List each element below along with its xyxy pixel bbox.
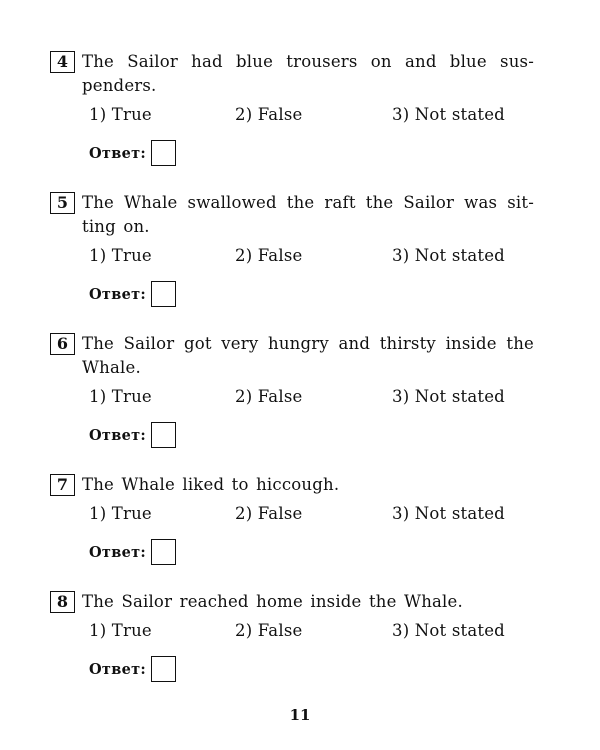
option-not-stated: 3) Not stated <box>392 387 505 406</box>
question-text <box>82 473 534 497</box>
option-false: 2) False <box>235 105 303 124</box>
question-6 <box>50 332 534 451</box>
question-number: 5 <box>50 192 75 214</box>
option-true: 1) True <box>89 504 152 523</box>
answer-label: Ответ: <box>89 285 147 303</box>
question-8 <box>50 590 534 685</box>
option-not-stated: 3) Not stated <box>392 504 505 523</box>
answer-row <box>89 653 534 685</box>
option-false: 2) False <box>235 387 303 406</box>
option-true: 1) True <box>89 387 152 406</box>
answer-box[interactable] <box>151 656 176 682</box>
page-number: 11 <box>289 706 311 724</box>
answer-options <box>50 387 534 413</box>
answer-options <box>50 105 534 131</box>
question-text-line-1: The Sailor had blue trousers on and blue sus- <box>82 52 534 71</box>
answer-box[interactable] <box>151 140 176 166</box>
question-number: 4 <box>50 51 75 73</box>
question-text <box>82 590 534 614</box>
option-not-stated: 3) Not stated <box>392 621 505 640</box>
question-text <box>82 50 534 98</box>
answer-row <box>89 137 534 169</box>
option-false: 2) False <box>235 621 303 640</box>
question-text-line-2: penders. <box>82 76 157 95</box>
answer-options <box>50 621 534 647</box>
question-text <box>82 191 534 239</box>
question-number: 7 <box>50 474 75 496</box>
option-false: 2) False <box>235 504 303 523</box>
question-text-line-1: The Whale liked to hiccough. <box>82 475 340 494</box>
question-4 <box>50 50 534 169</box>
question-5 <box>50 191 534 310</box>
option-true: 1) True <box>89 246 152 265</box>
answer-label: Ответ: <box>89 426 147 444</box>
question-text-line-2: Whale. <box>82 358 141 377</box>
question-text-line-1: The Sailor reached home inside the Whale. <box>82 592 463 611</box>
question-text <box>82 332 534 380</box>
question-7 <box>50 473 534 568</box>
answer-box[interactable] <box>151 281 176 307</box>
answer-row <box>89 536 534 568</box>
answer-row <box>89 278 534 310</box>
question-text-line-1: The Sailor got very hungry and thirsty inside the <box>82 334 534 353</box>
question-text-line-1: The Whale swallowed the raft the Sailor was sit- <box>82 193 534 212</box>
option-not-stated: 3) Not stated <box>392 246 505 265</box>
question-text-line-2: ting on. <box>82 217 150 236</box>
option-true: 1) True <box>89 105 152 124</box>
answer-row <box>89 419 534 451</box>
option-false: 2) False <box>235 246 303 265</box>
question-number: 6 <box>50 333 75 355</box>
answer-options <box>50 504 534 530</box>
answer-label: Ответ: <box>89 660 147 678</box>
option-not-stated: 3) Not stated <box>392 105 505 124</box>
question-number: 8 <box>50 591 75 613</box>
answer-label: Ответ: <box>89 144 147 162</box>
answer-label: Ответ: <box>89 543 147 561</box>
option-true: 1) True <box>89 621 152 640</box>
answer-box[interactable] <box>151 422 176 448</box>
answer-options <box>50 246 534 272</box>
answer-box[interactable] <box>151 539 176 565</box>
